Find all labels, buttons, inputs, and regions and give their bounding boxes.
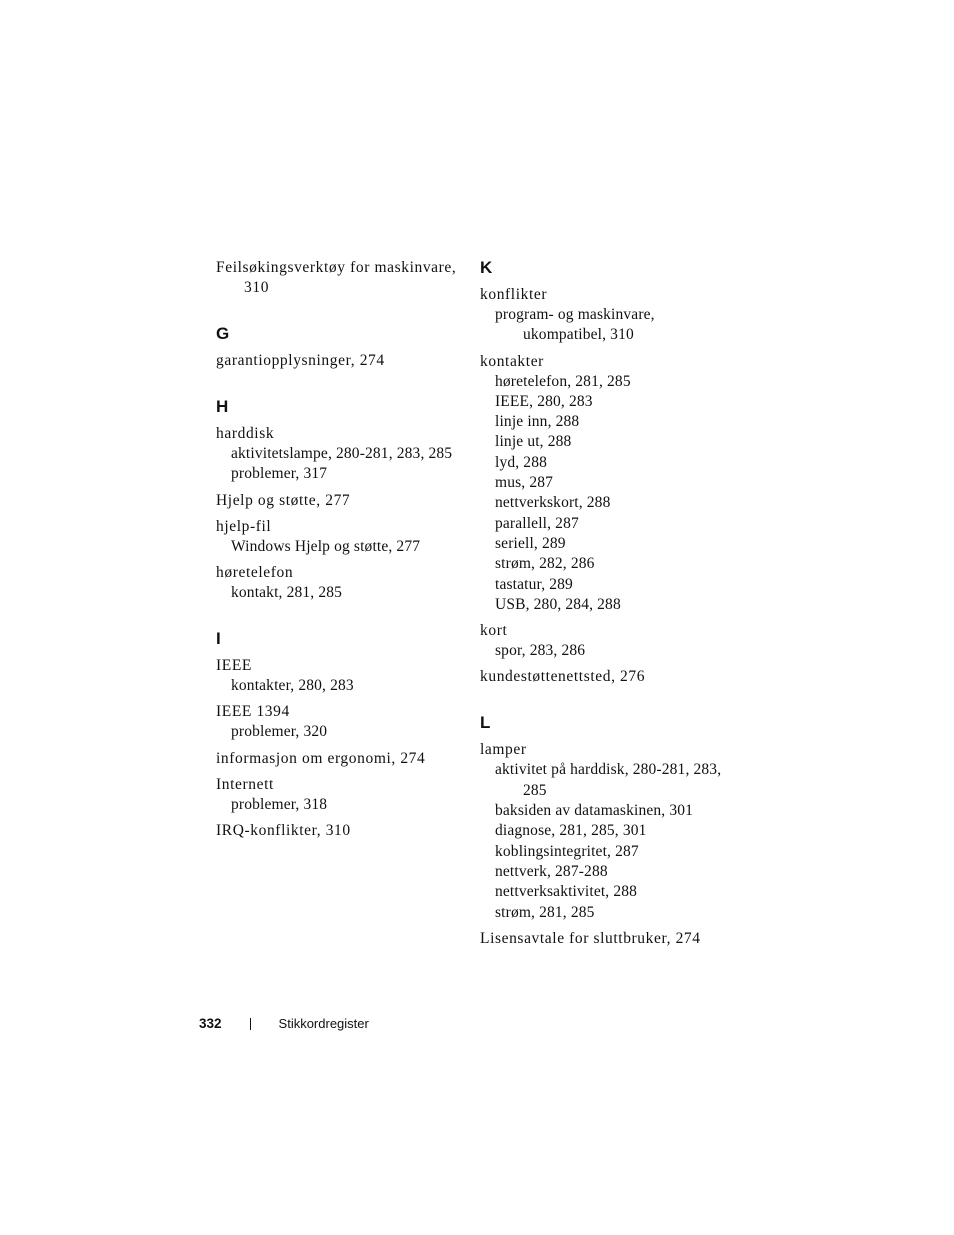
index-entry <box>480 285 725 346</box>
index-subentry-text: strøm, 282, 286 <box>495 555 595 573</box>
index-entry-label: harddisk <box>216 425 275 442</box>
index-subentry <box>480 453 725 473</box>
index-entry-label: hjelp-fil <box>216 517 272 535</box>
index-entry-label: informasjon om ergonomi, 274 <box>216 749 426 767</box>
index-column-right <box>480 258 725 975</box>
index-subentry <box>480 595 725 615</box>
index-section <box>216 258 461 298</box>
index-subentry <box>480 801 725 821</box>
index-entry <box>216 821 461 841</box>
index-subentry-text: aktivitetslampe, 280-281, 283, 285 <box>231 445 453 462</box>
index-entry-label: Internett <box>216 775 274 793</box>
index-subentry-text: USB, 280, 284, 288 <box>495 595 621 613</box>
index-entry <box>216 424 461 485</box>
index-entry <box>216 258 461 298</box>
section-letter-heading: L <box>480 713 491 733</box>
index-entry <box>216 517 461 557</box>
index-subentry-text: baksiden av datamaskinen, 301 <box>495 802 694 820</box>
section-letter-heading: H <box>216 397 229 416</box>
index-subentry-text: aktivitet på harddisk, 280-281, 283, 285 <box>495 761 722 799</box>
index-column-left <box>216 258 461 867</box>
index-entry <box>480 740 725 922</box>
index-entry-label: Feilsøkingsverktøy for maskinvare, 310 <box>216 259 457 296</box>
index-subentry <box>480 882 725 902</box>
index-entry-label: lamper <box>480 741 527 759</box>
index-subentry-text: linje inn, 288 <box>495 413 580 431</box>
index-entry-label: IEEE <box>216 657 252 675</box>
index-entry <box>216 563 461 603</box>
index-entry-label: IEEE 1394 <box>216 703 290 721</box>
index-entry <box>480 929 725 949</box>
index-subentry <box>480 473 725 493</box>
index-entry-label: høretelefon <box>216 563 294 581</box>
index-entry <box>216 749 461 769</box>
index-subentry <box>480 514 725 534</box>
footer-divider <box>250 1018 251 1030</box>
index-subentry-text: nettverk, 287-288 <box>495 862 608 880</box>
index-subentry-text: kontakter, 280, 283 <box>231 677 354 695</box>
index-subentry-text: diagnose, 281, 285, 301 <box>495 822 647 840</box>
index-subentry-text: nettverksaktivitet, 288 <box>495 883 638 901</box>
index-subentry <box>216 583 461 603</box>
index-subentry <box>480 372 725 392</box>
index-subentry-text: lyd, 288 <box>495 453 548 471</box>
index-subentry-text: program- og maskinvare, ukompatibel, 310 <box>495 306 655 344</box>
index-subentry <box>216 676 461 696</box>
page-number: 332 <box>199 1016 222 1031</box>
index-subentry <box>480 305 725 346</box>
index-subentry-text: tastatur, 289 <box>495 575 573 593</box>
index-entry-label: Hjelp og støtte, 277 <box>216 491 351 509</box>
index-subentry <box>216 464 461 484</box>
index-entry-label: kontakter <box>480 352 544 370</box>
index-entry <box>480 621 725 661</box>
index-subentry <box>480 903 725 923</box>
index-subentry <box>216 795 461 815</box>
index-section <box>480 258 725 687</box>
page-footer <box>199 1015 369 1033</box>
index-entry-label: kort <box>480 622 508 640</box>
index-subentry <box>480 821 725 841</box>
index-subentry <box>480 392 725 412</box>
index-subentry <box>480 575 725 595</box>
index-entry-label: IRQ-konflikter, 310 <box>216 822 351 840</box>
section-letter-heading: K <box>480 258 493 277</box>
index-subentry-text: mus, 287 <box>495 474 554 492</box>
index-entry <box>216 702 461 742</box>
index-entry-label: konflikter <box>480 286 548 303</box>
index-subentry-text: kontakt, 281, 285 <box>231 583 343 601</box>
index-subentry-text: strøm, 281, 285 <box>495 903 595 921</box>
index-subentry <box>480 412 725 432</box>
index-entry <box>480 667 725 687</box>
index-subentry <box>480 760 725 801</box>
index-entry <box>216 775 461 815</box>
index-subentry-text: parallell, 287 <box>495 514 579 532</box>
index-subentry-text: nettverkskort, 288 <box>495 494 611 512</box>
index-subentry <box>480 534 725 554</box>
index-section <box>216 629 461 841</box>
index-subentry <box>480 842 725 862</box>
index-section <box>216 397 461 603</box>
index-subentry <box>216 722 461 742</box>
index-entry-label: kundestøttenettsted, 276 <box>480 668 646 686</box>
index-subentry-text: høretelefon, 281, 285 <box>495 372 631 390</box>
footer-section-title: Stikkordregister <box>278 1016 369 1031</box>
index-subentry-text: problemer, 318 <box>231 795 328 813</box>
section-letter-heading: G <box>216 324 230 343</box>
index-entry <box>480 352 725 616</box>
index-subentry-text: Windows Hjelp og støtte, 277 <box>231 537 421 555</box>
index-subentry <box>480 432 725 452</box>
index-subentry-text: spor, 283, 286 <box>495 642 586 660</box>
index-subentry <box>480 554 725 574</box>
index-entry-label: garantiopplysninger, 274 <box>216 352 385 369</box>
index-entry <box>216 351 461 371</box>
index-subentry-text: linje ut, 288 <box>495 433 572 451</box>
index-subentry <box>480 862 725 882</box>
index-subentry-text: problemer, 320 <box>231 723 328 741</box>
index-entry <box>216 491 461 511</box>
index-subentry <box>216 537 461 557</box>
index-subentry <box>216 444 461 464</box>
index-subentry <box>480 493 725 513</box>
index-section <box>480 713 725 948</box>
index-subentry-text: seriell, 289 <box>495 534 566 552</box>
index-subentry-text: problemer, 317 <box>231 465 328 483</box>
index-subentry <box>480 641 725 661</box>
index-entry-label: Lisensavtale for sluttbruker, 274 <box>480 929 701 947</box>
section-letter-heading: I <box>216 629 222 649</box>
index-subentry-text: IEEE, 280, 283 <box>495 392 593 410</box>
index-entry <box>216 656 461 696</box>
index-subentry-text: koblingsintegritet, 287 <box>495 842 639 860</box>
index-section <box>216 324 461 371</box>
